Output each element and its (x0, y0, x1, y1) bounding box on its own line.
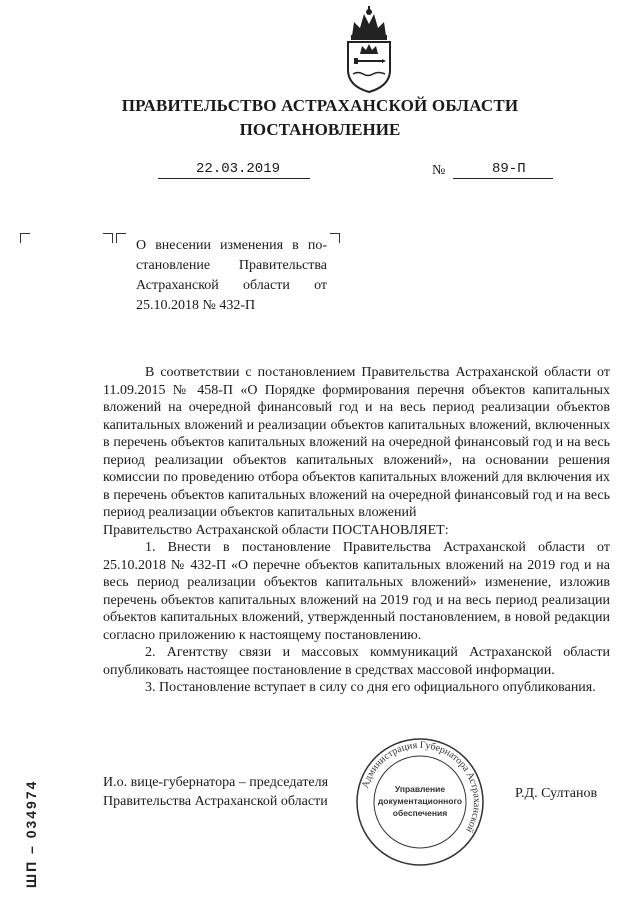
subject-corner-mark-left-b (116, 233, 126, 243)
item-3-paragraph: 3. Постановление вступает в силу со дня его официального опубликования. (145, 680, 596, 695)
position-line: Правительства Астраханской области (103, 794, 328, 809)
subject-corner-mark-left-a (103, 233, 113, 243)
subject-block (136, 236, 327, 316)
subject-line: Астраханской области от (136, 278, 327, 293)
resolves-line: Правительство Астраханской области ПОСТАНОВЛЯЕТ: (103, 522, 449, 538)
stamp-inner-line: Управление (394, 784, 446, 794)
official-stamp (354, 736, 486, 868)
document-body (103, 364, 610, 697)
coat-of-arms-icon (340, 6, 398, 94)
organization-title: ПРАВИТЕЛЬСТВО АСТРАХАНСКОЙ ОБЛАСТИ (121, 96, 519, 115)
subject-line: становление Правительства (136, 258, 327, 273)
document-number: 89-П (492, 161, 526, 177)
signatory-name: Р.Д. Султанов (515, 786, 598, 801)
stamp-inner-line: обеспечения (392, 808, 448, 818)
stamp-inner-line: документационного (377, 796, 463, 806)
left-corner-mark (20, 233, 30, 243)
number-sign: № (432, 163, 446, 178)
document-type: ПОСТАНОВЛЕНИЕ (239, 120, 401, 139)
item-1-paragraph: 1. Внести в постановление Правительства Астраханской области от 25.10.2018 № 432-П «О перечне объектов капитальных вложений на 2019 год и на весь период реализации объектов капитальных вложений» изменение, изложив перечень объектов капитальных вложений на 2019 год и на весь период реализации объектов капитальных вложений, утвержденный постановлением, в новой редакции согласно приложению к настоящему постановлению. (103, 540, 610, 643)
subject-line: О внесении изменения в по- (136, 238, 327, 253)
signatory-position (103, 773, 328, 811)
document-date: 22.03.2019 (196, 161, 281, 177)
stamp-outer-text: Администрация Губернатора Астраханской (359, 739, 483, 835)
subject-corner-mark-right (330, 233, 340, 243)
serial-number (22, 700, 40, 890)
position-line: И.о. вице-губернатора – председателя (103, 775, 329, 790)
item-2-paragraph: 2. Агентству связи и массовых коммуникаций Астраханской области опубликовать настоящее постановление в средствах массовой информации. (103, 645, 610, 678)
subject-line: 25.10.2018 № 432-П (136, 298, 256, 313)
number-underline (453, 178, 553, 179)
preamble-paragraph: В соответствии с постановлением Правительства Астраханской области от 11.09.2015 № 458-П «О Порядке формирования перечня объектов капитальных вложений на очередной финансовый год и на весь период реализации объектов капитальных вложений и реализации объектов капитальных вложений, включенных в перечень объектов капитальных вложений на очередной финансовый год и на весь период реализации объектов капитальных вложений», на основании решения комиссии по проведению отбора объектов капитальных вложений для включения их в перечень объектов капитальных вложений на очередной финансовый год и на весь период реализации объектов капитальных вложений (103, 365, 610, 520)
date-underline (158, 178, 310, 179)
serial-number-text: ШП – 034974 (23, 779, 39, 888)
